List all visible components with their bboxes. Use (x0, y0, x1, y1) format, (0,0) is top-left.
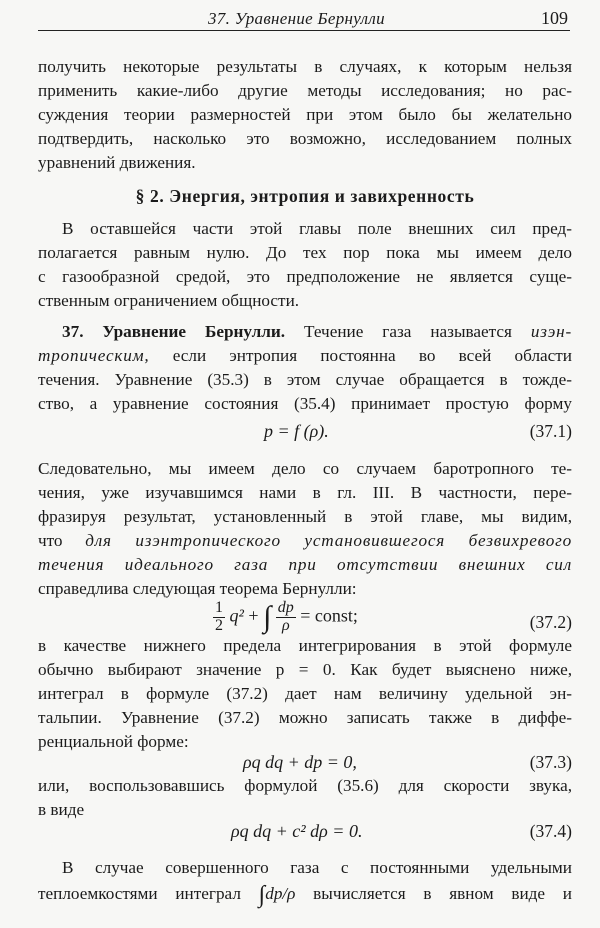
text-span: если энтропия постоянна во всей области (149, 346, 572, 365)
running-title: 37. Уравнение Бернулли (208, 9, 385, 28)
text-line: интеграл в формуле (37.2) дает нам величину удельной эн- (38, 684, 572, 703)
text-line: Следовательно, мы имеем дело со случаем баротропного те- (38, 459, 572, 478)
subsection-title: 37. Уравнение Бернулли. (62, 322, 286, 341)
equation-expression: p = f (ρ). (264, 421, 329, 441)
fraction-denominator: 2 (215, 616, 223, 634)
text-line: уравнений движения. (38, 153, 196, 172)
equation-expression: ρq dq + dp = 0, (243, 752, 357, 772)
text-line (38, 531, 572, 551)
italic-theorem: для изэнтропического установившегося безвихревого (85, 531, 572, 550)
equation-number: (37.3) (529, 752, 572, 772)
fraction-numerator: dp (277, 599, 294, 616)
text-line (38, 346, 572, 366)
fraction-denominator: ρ (281, 616, 290, 634)
text-line: ственным ограничением общности. (38, 291, 300, 310)
fraction-numerator: 1 (215, 599, 223, 616)
fraction-half (213, 600, 225, 635)
text-line: В случае совершенного газа с постоянными удельными (62, 858, 572, 877)
text-line: получить некоторые результаты в случаях, к которым нельзя (38, 57, 572, 76)
equation-37-4 (38, 821, 572, 847)
text-line: течения. Уравнение (35.3) в этом случае обращается в тожде- (38, 370, 572, 389)
text-line: ренциальной форме: (38, 732, 189, 751)
text-line: ство, а уравнение состояния (35.4) принимает простую форму (38, 394, 572, 413)
equation-number: (37.4) (529, 821, 572, 841)
inline-formula: dp/ρ (265, 883, 296, 903)
text-line (38, 883, 572, 907)
plus-sign: + (248, 605, 259, 626)
text-line: суждения теории размерностей при этом было бы желательно (38, 105, 572, 124)
text-line: чения, уже изучавшимся нами в гл. III. В частности, пере- (38, 483, 572, 502)
text-line: тальпии. Уравнение (37.2) можно записать также в диффе- (38, 708, 572, 727)
text-line: полагается равным нулю. До тех пор пока мы имеем дело (38, 243, 572, 262)
text-line: течения идеального газа при отсутствии внешних сил (38, 555, 572, 574)
integral-sign: ∫ (263, 600, 272, 634)
text-span: что (38, 531, 86, 550)
fraction-dp-rho (276, 600, 296, 635)
equation-expression: ρq dq + c² dρ = 0. (231, 821, 363, 841)
text-line: справедлива следующая теорема Бернулли: (38, 579, 357, 598)
integral-sign: ∫ (258, 882, 266, 908)
text-line: или, воспользовавшись формулой (35.6) для скорости звука, (38, 776, 572, 795)
text-span: Течение газа называется (285, 322, 531, 341)
page-header (38, 6, 570, 31)
text-line: с газообразной средой, это предположение не является суще- (38, 267, 572, 286)
section-heading: § 2. Энергия, энтропия и завихренность (135, 186, 475, 206)
italic-term: тропическим, (38, 346, 150, 365)
text-span: теплоемкостями интеграл (38, 883, 259, 903)
italic-term: изэн- (530, 322, 572, 341)
text-line: подтвердить, насколько это возможно, исследованием полных (38, 129, 572, 148)
text-line: в качестве нижнего предела интегрирования в этой формуле (38, 636, 572, 655)
text-span: вычисляется в явном виде и (295, 883, 572, 903)
equation-rhs: = const; (300, 605, 358, 626)
equation-number: (37.1) (529, 421, 572, 441)
q-squared: q² (229, 605, 244, 626)
text-line: обычно выбирают значение p = 0. Как будет выяснено ниже, (38, 660, 572, 679)
equation-37-1 (38, 421, 572, 447)
equation-37-3 (38, 752, 572, 778)
text-line: применить какие-либо другие методы исследования; но рас- (38, 81, 572, 100)
equation-number: (37.2) (529, 612, 572, 632)
page-number: 109 (541, 8, 568, 28)
text-line: фразируя результат, установленный в этой главе, мы видим, (38, 507, 572, 526)
text-line: В оставшейся части этой главы поле внешних сил пред- (62, 219, 572, 238)
text-line (38, 322, 572, 342)
equation-expression (213, 600, 358, 635)
text-line: в виде (38, 800, 85, 819)
